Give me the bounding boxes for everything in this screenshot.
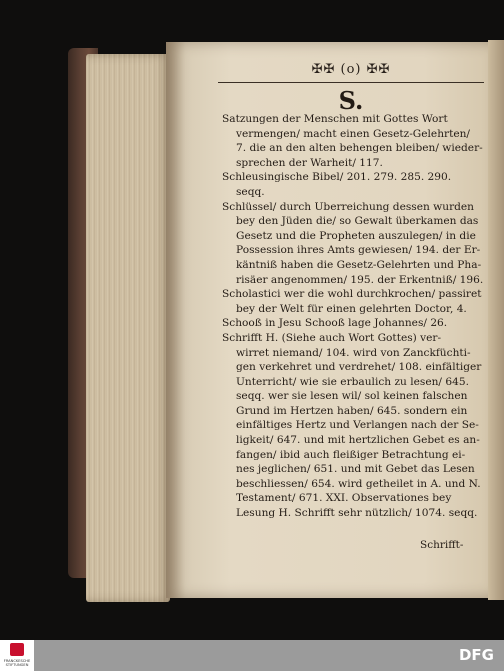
page-right-edge (488, 40, 504, 600)
entry-line: beschliessen/ 654. wird getheilet in A. und N. (236, 477, 481, 490)
entry-line: seqq. wer sie lesen wil/ sol keinen falschen (236, 390, 468, 403)
page-header-ornament: ✠✠ (o) ✠✠ (311, 62, 391, 77)
index-entry (222, 287, 484, 316)
entry-line: fangen/ ibid auch fleißiger Betrachtung ei- (236, 448, 466, 461)
entry-line: käntniß haben die Gesetz-Gelehrten und Pha- (236, 258, 482, 271)
entry-line: ligkeit/ 647. und mit hertzlichen Gebet es an- (236, 434, 480, 447)
index-entry (222, 316, 484, 331)
entry-line: gen verkehret und verdrehet/ 108. einfältiger (236, 361, 482, 374)
section-letter: S. (338, 86, 364, 115)
entry-line: Schlüssel/ durch Uberreichung dessen wurden (222, 200, 475, 213)
viewer-footer-bar (0, 640, 504, 671)
entry-line: Schooß in Jesu Schooß lage Johannes/ 26. (222, 317, 448, 330)
entry-line: vermengen/ macht einen Gesetz-Gelehrten/ (236, 127, 470, 140)
logo-emblem-icon (10, 643, 24, 656)
entry-line: seqq. (236, 185, 265, 198)
index-entry (222, 200, 484, 288)
entry-line: nes jeglichen/ 651. und mit Gebet das Lesen (236, 463, 475, 476)
header-rule (218, 82, 484, 83)
entry-line: Gesetz und die Propheten auszulegen/ in die (236, 229, 476, 242)
index-entry (222, 112, 484, 170)
entry-line: sprechen der Warheit/ 117. (236, 156, 383, 169)
entry-line: einfältiges Hertz und Verlangen nach der Se- (236, 419, 479, 432)
entry-line: Schleusingische Bibel/ 201. 279. 285. 290. (222, 171, 452, 184)
index-entry (222, 331, 484, 521)
entry-line: Scholastici wer die wohl durchkrochen/ passiret (222, 288, 482, 301)
page-block-edges (86, 54, 170, 602)
entry-line: bey der Welt für einen gelehrten Doctor, 4. (236, 302, 467, 315)
entry-line: Possession ihres Amts gewiesen/ 194. der Er- (236, 244, 481, 257)
entry-line: wirret niemand/ 104. wird von Zanckfüchti- (236, 346, 471, 359)
francke-foundations-logo[interactable] (0, 640, 34, 671)
dfg-logo[interactable]: DFG (458, 646, 494, 664)
entry-line: 7. die an den alten behengen bleiben/ wieder- (236, 142, 483, 155)
entry-line: bey den Jüden die/ so Gewalt überkamen das (236, 215, 479, 228)
entry-line: Schrifft H. (Siehe auch Wort Gottes) ver- (222, 331, 442, 344)
entry-line: Grund im Hertzen haben/ 645. sondern ein (236, 404, 468, 417)
catchword: Schrifft- (420, 539, 464, 551)
entry-line: Satzungen der Menschen mit Gottes Wort (222, 113, 448, 125)
logo-text: FRANCKESCHE STIFTUNGEN (3, 659, 31, 667)
entry-line: risäer angenommen/ 195. der Erkentniß/ 196. (236, 273, 484, 286)
index-entry (222, 170, 484, 199)
entry-line: Unterricht/ wie sie erbaulich zu lesen/ 645. (236, 375, 469, 388)
entry-line: Lesung H. Schrifft sehr nützlich/ 1074. seqq. (236, 507, 478, 520)
index-entries (222, 112, 484, 521)
entry-line: Testament/ 671. XXI. Observationes bey (236, 492, 452, 505)
